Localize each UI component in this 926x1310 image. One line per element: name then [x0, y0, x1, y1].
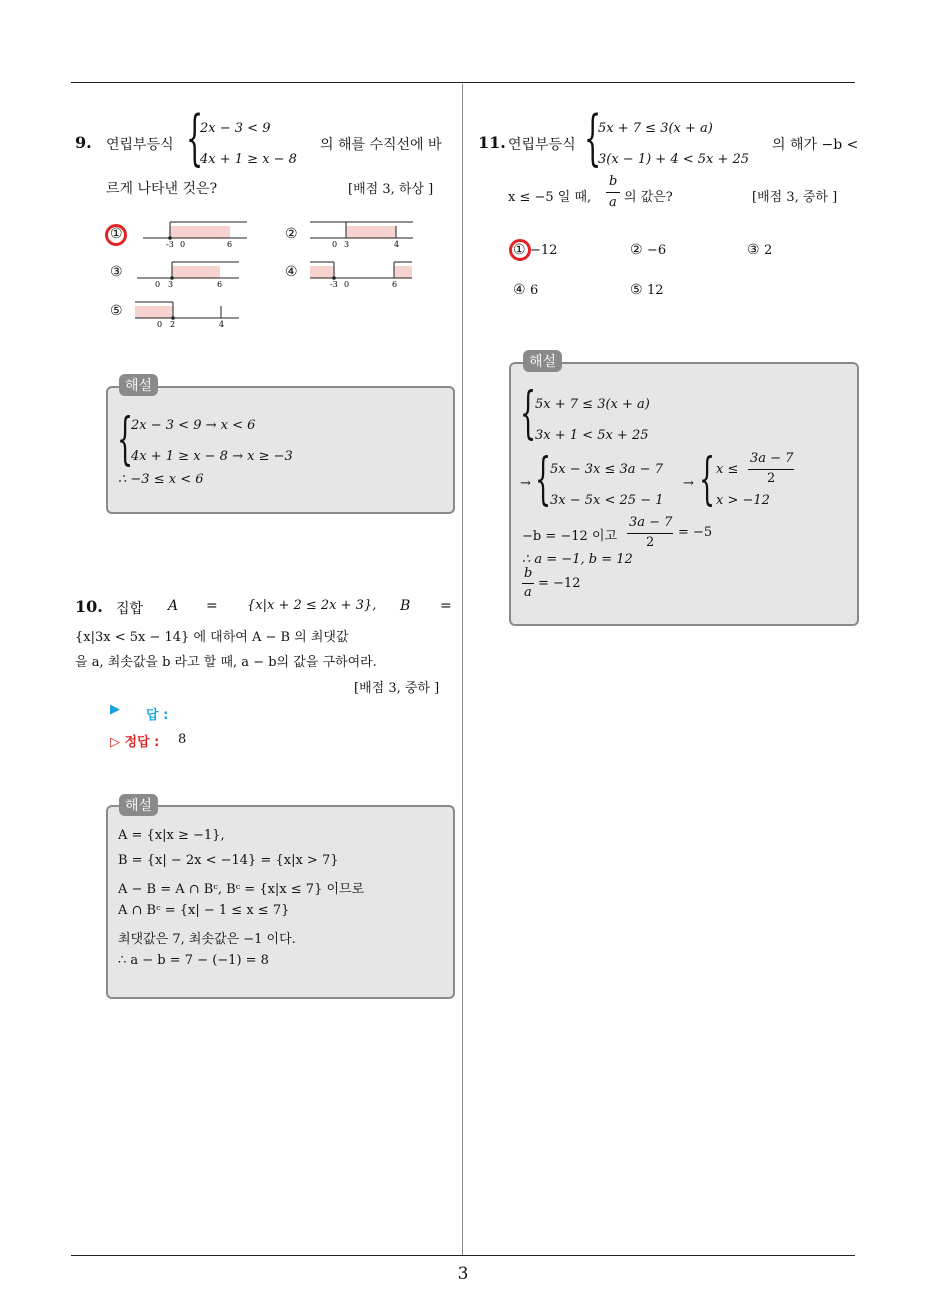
- tick-label: 0: [180, 240, 186, 248]
- q10-answer-label: 답 :: [146, 708, 169, 723]
- tick-label: 6: [227, 240, 233, 248]
- q10-sol-line-6: ∴ a − b = 7 − (−1) = 8: [118, 953, 269, 968]
- q11-sol-s9-bar: [522, 583, 534, 584]
- q11-sol-arrow-2: →: [683, 476, 694, 491]
- q9-ineq1: 2x − 3 < 9: [200, 121, 271, 136]
- q11-sol-s7den: 2: [646, 535, 655, 550]
- q9-numberline-3: [135, 258, 245, 288]
- q11-score: [배점 3, 중하 ]: [752, 190, 838, 205]
- q11-sol-s4: 3x − 5x < 25 − 1: [550, 493, 664, 508]
- tick-label: 4: [394, 240, 400, 248]
- q11-sol-brace-2: {: [535, 447, 552, 512]
- q9-number: 9.: [75, 133, 92, 152]
- q10-line1-b: A: [168, 598, 179, 614]
- tick-label: -3: [166, 240, 174, 248]
- page-number: 3: [457, 1264, 469, 1284]
- q11-choice-4[interactable]: ④ 6: [513, 282, 539, 298]
- q11-brace: {: [584, 103, 602, 173]
- shade: [170, 226, 230, 238]
- q11-sol-s7b: = −5: [678, 525, 713, 540]
- tick-label: 6: [392, 280, 398, 288]
- q10-sol-line-5: 최댓값은 7, 최솟값은 −1 이다.: [118, 932, 296, 947]
- tick-label: 0: [344, 280, 350, 288]
- q9-numberline-2: [308, 218, 418, 248]
- tick-label: 2: [170, 320, 176, 328]
- q9-score: [배점 3, 하상 ]: [348, 182, 434, 197]
- q9-choice-4-mark[interactable]: ④: [285, 264, 298, 280]
- q10-correct-label: ▷ 정답 :: [110, 735, 160, 750]
- q10-line1-f: =: [440, 598, 452, 614]
- q9-ineq2: 4x + 1 ≥ x − 8: [200, 152, 297, 167]
- q11-sol-s7-bar: [627, 533, 673, 534]
- bottom-rule: [71, 1255, 855, 1256]
- tick-label: 4: [219, 320, 225, 328]
- q9-numberline-4: [308, 258, 418, 288]
- q11-sol-s9den: a: [524, 585, 532, 600]
- q11-sol-arrow-1: →: [520, 476, 531, 491]
- q11-sol-brace-1: {: [520, 381, 537, 446]
- q9-sol-line-1: 2x − 3 < 9 → x < 6: [131, 418, 256, 433]
- q9-numberline-5: [135, 298, 245, 328]
- q9-numberline-1: [135, 218, 255, 248]
- q11-sol-s9b: = −12: [538, 576, 581, 591]
- q11-sol-brace-3: {: [699, 447, 716, 512]
- q9-solution-tag: 해설: [119, 374, 158, 396]
- q9-tail: 의 해를 수직선에 바: [320, 137, 442, 153]
- answer-arrow-icon: ▶: [110, 702, 120, 717]
- column-divider: [462, 84, 463, 1256]
- q11-sol-s2: 3x + 1 < 5x + 25: [535, 428, 649, 443]
- q11-ineq1: 5x + 7 ≤ 3(x + a): [598, 121, 713, 136]
- q10-sol-line-4: A ∩ Bᶜ = {x| − 1 ≤ x ≤ 7}: [118, 903, 290, 918]
- q11-ineq2: 3(x − 1) + 4 < 5x + 25: [598, 152, 750, 167]
- tick-label: 6: [217, 280, 223, 288]
- q10-sol-line-1: A = {x|x ≥ −1},: [118, 828, 225, 843]
- q9-choice-3-mark[interactable]: ③: [110, 264, 123, 280]
- shade: [394, 266, 412, 278]
- q9-choice-1-mark[interactable]: ①: [110, 226, 123, 242]
- shade: [310, 266, 334, 278]
- q11-choice-1[interactable]: ① −12: [513, 242, 558, 258]
- q11-sol-s3: 5x − 3x ≤ 3a − 7: [550, 462, 663, 477]
- q9-sol-line-3: ∴ −3 ≤ x < 6: [118, 472, 204, 487]
- q11-line2b: 의 값은?: [624, 190, 673, 205]
- q9-lead: 연립부등식: [106, 137, 174, 153]
- q9-choice-2-mark[interactable]: ②: [285, 226, 298, 242]
- q11-sol-s7num: 3a − 7: [629, 515, 673, 530]
- q10-score: [배점 3, 중하 ]: [354, 681, 440, 696]
- q11-sol-s5a: x ≤: [716, 462, 739, 477]
- q11-sol-s1: 5x + 7 ≤ 3(x + a): [535, 397, 650, 412]
- q11-frac-num: b: [609, 174, 618, 189]
- q10-line1-e: B: [400, 598, 411, 614]
- q10-sol-line-3: A − B = A ∩ Bᶜ, Bᶜ = {x|x ≤ 7} 이므로: [118, 882, 365, 897]
- q11-sol-s5den: 2: [767, 471, 776, 486]
- q11-choice-2[interactable]: ② −6: [630, 242, 667, 258]
- tick-label: -3: [330, 280, 338, 288]
- tick-label: 0: [332, 240, 338, 248]
- q11-line2a: x ≤ −5 일 때,: [508, 190, 592, 205]
- q10-correct-value: 8: [178, 732, 187, 747]
- q11-solution-tag: 해설: [523, 350, 562, 372]
- tick-label: 3: [168, 280, 174, 288]
- q10-solution-tag: 해설: [119, 794, 158, 816]
- top-rule: [71, 82, 855, 83]
- shade: [135, 306, 173, 318]
- q11-choice-3[interactable]: ③ 2: [747, 242, 773, 258]
- q10-line1-a: 집합: [116, 601, 144, 617]
- shade: [346, 226, 396, 238]
- q10-line3: 을 a, 최솟값을 b 라고 할 때, a − b의 값을 구하여라.: [75, 655, 377, 670]
- tick-label: 0: [157, 320, 163, 328]
- q10-line2: {x|3x < 5x − 14} 에 대하여 A − B 의 최댓값: [75, 630, 349, 645]
- q11-sol-s6: x > −12: [716, 493, 770, 508]
- q11-sol-s5-bar: [748, 469, 794, 470]
- shade: [172, 266, 220, 278]
- q11-frac-bar: [606, 192, 620, 193]
- q10-line1-d: {x|x + 2 ≤ 2x + 3},: [247, 598, 377, 613]
- q11-tail: 의 해가 −b <: [772, 137, 859, 153]
- q9-solution-brace: {: [117, 407, 134, 472]
- q9-line2: 르게 나타낸 것은?: [106, 181, 218, 197]
- q10-number: 10.: [75, 597, 103, 616]
- q9-brace: {: [186, 103, 204, 173]
- q11-sol-s5num: 3a − 7: [750, 451, 794, 466]
- q9-sol-line-2: 4x + 1 ≥ x − 8 → x ≥ −3: [131, 449, 293, 464]
- q11-number: 11.: [478, 133, 506, 152]
- q11-lead: 연립부등식: [508, 137, 576, 153]
- q11-sol-s7a: −b = −12 이고: [522, 529, 618, 544]
- q11-sol-s9num: b: [524, 566, 533, 581]
- tick-label: 3: [344, 240, 350, 248]
- q11-sol-s8: ∴ a = −1, b = 12: [522, 552, 633, 567]
- q11-choice-5[interactable]: ⑤ 12: [630, 282, 664, 298]
- q10-sol-line-2: B = {x| − 2x < −14} = {x|x > 7}: [118, 853, 339, 868]
- tick-label: 0: [155, 280, 161, 288]
- q11-frac-den: a: [609, 195, 617, 210]
- q9-choice-5-mark[interactable]: ⑤: [110, 303, 123, 319]
- q10-line1-c: =: [206, 598, 218, 614]
